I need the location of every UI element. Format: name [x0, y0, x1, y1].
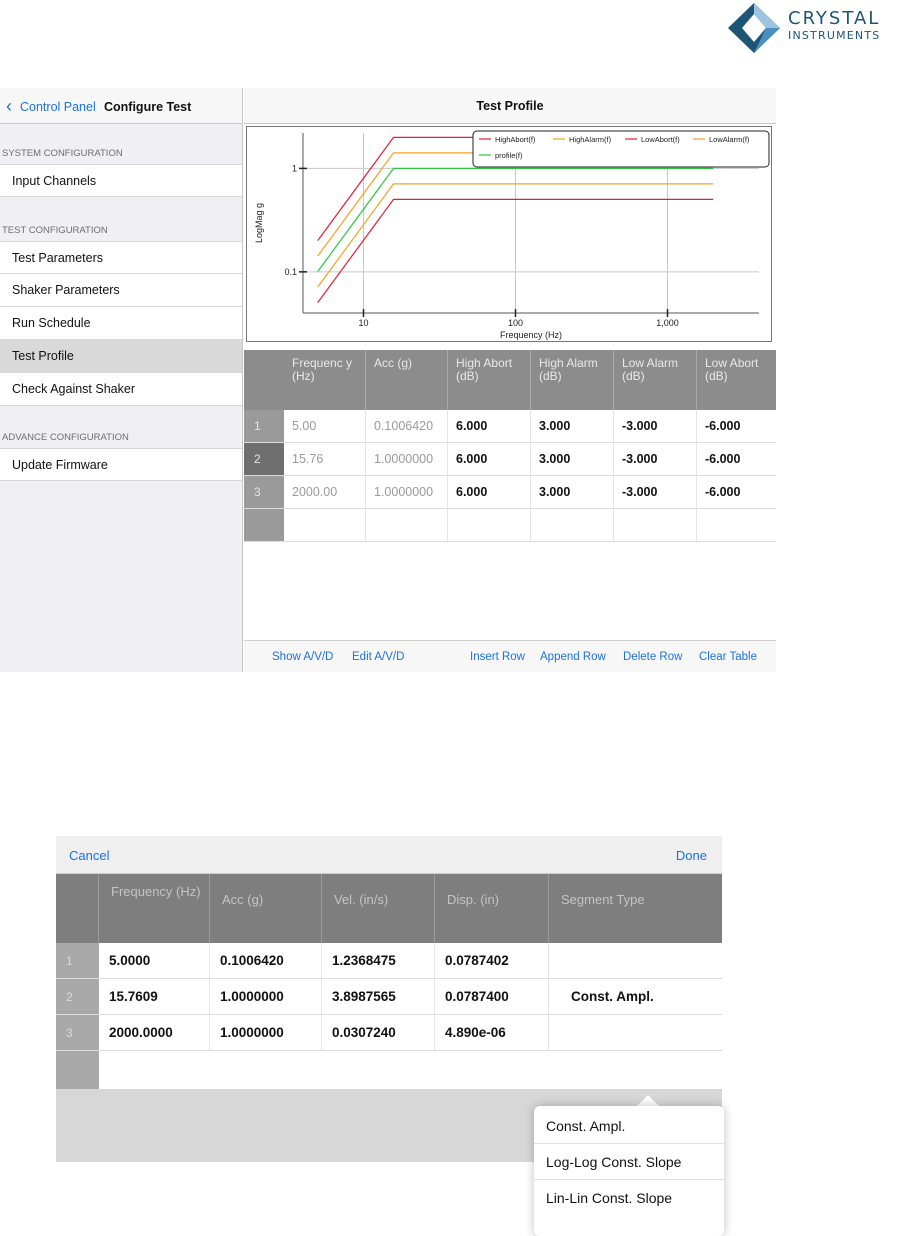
legend-label: profile(f): [495, 151, 523, 160]
table-row[interactable]: [244, 476, 776, 509]
table-row[interactable]: [56, 943, 722, 979]
col-header-segment-type[interactable]: Segment Type: [561, 892, 645, 907]
section-header-system: SYSTEM CONFIGURATION: [2, 148, 123, 159]
cell-high-abort[interactable]: 6.000: [448, 410, 531, 442]
row-number-empty[interactable]: [244, 509, 284, 541]
cell-low-abort[interactable]: -6.000: [705, 485, 741, 499]
sidebar-item-shaker-parameters[interactable]: Shaker Parameters: [0, 274, 242, 307]
cell-empty[interactable]: [448, 509, 531, 541]
nav-title: Configure Test: [104, 100, 192, 114]
table-header-row: [244, 350, 776, 410]
avd-table-corner: [56, 874, 99, 943]
cell-low-alarm[interactable]: -3.000: [614, 410, 697, 442]
cell-frequency[interactable]: 5.00: [284, 410, 366, 442]
col-header-acc[interactable]: Acc (g): [366, 350, 448, 410]
cell-frequency[interactable]: 15.76: [284, 443, 366, 475]
cell-acc[interactable]: 0.1006420: [366, 410, 448, 442]
table-row[interactable]: [244, 443, 776, 476]
cell-low-abort[interactable]: -6.000: [705, 452, 741, 466]
logo-text-crystal: CRYSTAL: [788, 8, 881, 29]
option-log-log-const-slope[interactable]: Log-Log Const. Slope: [534, 1144, 724, 1180]
segment-type-dropdown: [534, 1106, 724, 1236]
table-corner: [244, 350, 284, 410]
table-row[interactable]: [56, 979, 722, 1015]
profile-table: [244, 350, 776, 544]
y-axis-label: LogMag g: [254, 202, 264, 244]
cell-velocity[interactable]: 0.0307240: [322, 1015, 435, 1050]
row-number[interactable]: 1: [244, 410, 284, 442]
table-row-empty[interactable]: [244, 509, 776, 542]
y-tick-label: 0.1: [284, 266, 297, 277]
cell-segment-type[interactable]: Const. Ampl.: [571, 989, 654, 1004]
crystal-logo-icon: [726, 2, 782, 54]
profile-chart: [246, 126, 772, 342]
row-number[interactable]: 2: [56, 979, 99, 1014]
row-number[interactable]: 1: [56, 943, 99, 978]
col-header-low-alarm[interactable]: Low Alarm (dB): [614, 350, 697, 410]
x-tick-label: 1,000: [656, 318, 679, 328]
col-header-frequency[interactable]: Frequenc y (Hz): [284, 350, 366, 410]
cell-low-alarm[interactable]: -3.000: [614, 476, 697, 508]
col-header-acc[interactable]: Acc (g): [210, 874, 322, 943]
delete-row-button[interactable]: Delete Row: [623, 651, 683, 663]
cell-acc[interactable]: 1.0000000: [366, 476, 448, 508]
legend-label: LowAbort(f): [641, 135, 680, 144]
cell-frequency[interactable]: 2000.0000: [99, 1015, 210, 1050]
chevron-left-icon[interactable]: ‹: [6, 96, 12, 116]
x-tick-label: 10: [358, 318, 369, 328]
col-header-frequency[interactable]: Frequency (Hz): [99, 874, 210, 943]
table-row[interactable]: [244, 410, 776, 443]
cell-displacement[interactable]: 0.0787402: [435, 943, 549, 978]
cell-low-alarm[interactable]: -3.000: [614, 443, 697, 475]
crystal-instruments-logo: [726, 2, 902, 54]
section-header-advance: ADVANCE CONFIGURATION: [2, 432, 129, 443]
row-number-empty[interactable]: [56, 1051, 99, 1089]
edit-avd-button[interactable]: Edit A/V/D: [352, 651, 405, 663]
sidebar-nav-bar: [0, 88, 242, 124]
sidebar-item-test-profile[interactable]: Test Profile: [0, 340, 242, 373]
cell-empty[interactable]: [284, 509, 366, 541]
cell-segment-type[interactable]: [549, 943, 722, 978]
cell-low-abort[interactable]: -6.000: [705, 419, 741, 433]
done-button[interactable]: Done: [675, 848, 707, 863]
cell-empty[interactable]: [697, 509, 776, 541]
edit-avd-nav-bar: [56, 836, 722, 874]
col-header-high-alarm[interactable]: High Alarm (dB): [531, 350, 614, 410]
legend-label: LowAlarm(f): [709, 135, 750, 144]
cell-displacement[interactable]: 4.890e-06: [435, 1015, 549, 1050]
cell-segment-type[interactable]: [549, 1015, 722, 1050]
back-button[interactable]: Control Panel: [20, 100, 96, 114]
edit-avd-screen: [56, 836, 722, 1206]
cell-empty[interactable]: [531, 509, 614, 541]
main-panel: [244, 88, 776, 672]
option-lin-lin-const-slope[interactable]: Lin-Lin Const. Slope: [546, 1190, 673, 1206]
cell-empty[interactable]: [366, 509, 448, 541]
avd-table-header: [56, 874, 722, 943]
row-number[interactable]: 3: [56, 1015, 99, 1050]
cell-empty[interactable]: [614, 509, 697, 541]
cell-acc[interactable]: 1.0000000: [210, 979, 322, 1014]
sidebar-item-run-schedule[interactable]: Run Schedule: [0, 307, 242, 340]
cell-frequency[interactable]: 2000.00: [284, 476, 366, 508]
sidebar-item-check-against-shaker[interactable]: Check Against Shaker: [0, 373, 242, 406]
cell-high-alarm[interactable]: 3.000: [531, 476, 614, 508]
table-toolbar: [244, 640, 776, 672]
cell-high-alarm[interactable]: 3.000: [531, 410, 614, 442]
cell-displacement[interactable]: 0.0787400: [435, 979, 549, 1014]
section-header-test: TEST CONFIGURATION: [2, 225, 108, 236]
col-header-high-abort[interactable]: High Abort (dB): [448, 350, 531, 410]
legend-label: HighAbort(f): [495, 135, 536, 144]
cell-acc[interactable]: 1.0000000: [210, 1015, 322, 1050]
cell-velocity[interactable]: 3.8987565: [322, 979, 435, 1014]
x-axis-label: Frequency (Hz): [499, 330, 563, 340]
col-header-displacement[interactable]: Disp. (in): [435, 874, 549, 943]
col-header-low-abort[interactable]: Low Abort (dB): [705, 356, 759, 383]
option-const-ampl[interactable]: Const. Ampl.: [534, 1108, 724, 1144]
cell-velocity[interactable]: 1.2368475: [322, 943, 435, 978]
cell-high-abort[interactable]: 6.000: [448, 476, 531, 508]
cell-frequency[interactable]: 5.0000: [99, 943, 210, 978]
show-avd-button[interactable]: Show A/V/D: [272, 651, 334, 663]
col-header-velocity[interactable]: Vel. (in/s): [322, 874, 435, 943]
table-row-empty[interactable]: [56, 1051, 722, 1089]
cell-frequency[interactable]: 15.7609: [99, 979, 210, 1014]
cancel-button[interactable]: Cancel: [69, 848, 110, 863]
row-number-selected[interactable]: 2: [244, 443, 284, 475]
logo-text-instruments: INSTRUMENTS: [788, 29, 881, 42]
cell-high-alarm[interactable]: 3.000: [531, 443, 614, 475]
clear-table-button[interactable]: Clear Table: [699, 651, 757, 663]
insert-row-button[interactable]: Insert Row: [470, 651, 525, 663]
sidebar-item-input-channels[interactable]: Input Channels: [0, 164, 242, 197]
sidebar-item-update-firmware[interactable]: Update Firmware: [0, 448, 242, 481]
configure-test-screen: [0, 88, 776, 672]
row-number[interactable]: 3: [244, 476, 284, 508]
y-tick-label: 1: [291, 163, 297, 174]
sidebar: [0, 88, 243, 672]
legend-label: HighAlarm(f): [569, 135, 612, 144]
cell-acc[interactable]: 1.0000000: [366, 443, 448, 475]
profile-chart-svg: [247, 127, 771, 341]
table-row[interactable]: [56, 1015, 722, 1051]
x-tick-label: 100: [507, 318, 524, 328]
cell-acc[interactable]: 0.1006420: [210, 943, 322, 978]
page-title: Test Profile: [244, 88, 776, 124]
sidebar-item-test-parameters[interactable]: Test Parameters: [0, 241, 242, 274]
cell-high-abort[interactable]: 6.000: [448, 443, 531, 475]
append-row-button[interactable]: Append Row: [540, 651, 606, 663]
